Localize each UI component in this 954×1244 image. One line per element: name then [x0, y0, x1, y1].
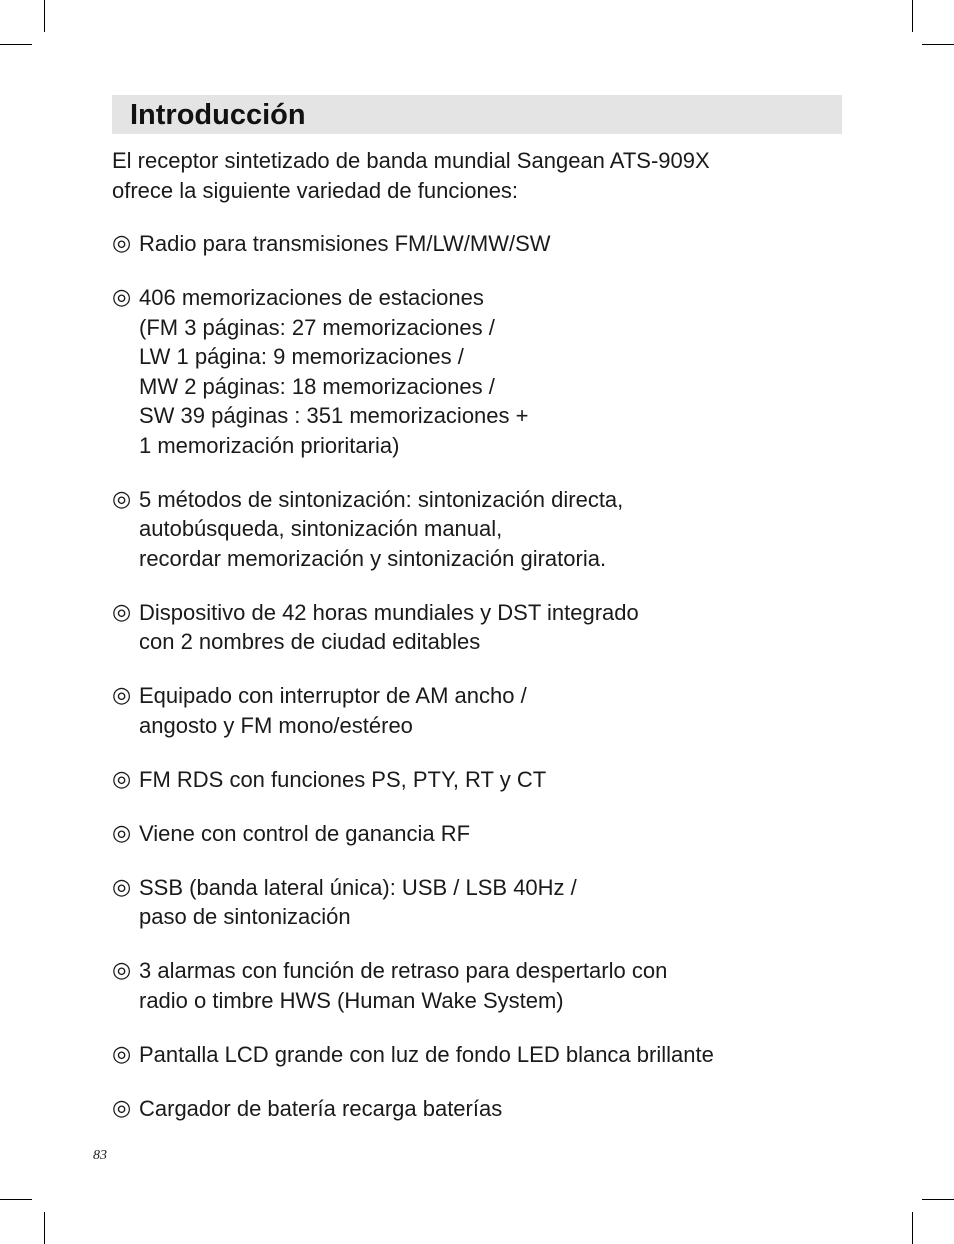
feature-line: LW 1 página: 9 memorizaciones / [139, 344, 464, 369]
feature-line: recordar memorización y sintonización giratoria. [139, 545, 607, 571]
feature-text [139, 681, 527, 740]
feature-line: MW 2 páginas: 18 memorizaciones / [139, 373, 495, 399]
feature-line: SW 39 páginas : 351 memorizaciones + [139, 403, 529, 428]
feature-line: Dispositivo de 42 horas mundiales y DST integrado [139, 599, 639, 625]
page-number: 83 [93, 1148, 107, 1163]
crop-mark [912, 0, 913, 32]
feature-line: Pantalla LCD grande con luz de fondo LED blanca brillante [139, 1041, 714, 1067]
crop-mark [0, 1199, 32, 1200]
crop-mark [922, 44, 954, 45]
feature-line: Equipado con interruptor de AM ancho / [139, 683, 527, 708]
feature-line: paso de sintonización [139, 904, 351, 929]
feature-line: 5 métodos de sintonización: sintonización directa, [139, 486, 624, 512]
bullet-circle-icon: ◎ [112, 1041, 132, 1067]
bullet-circle-icon: ◎ [112, 486, 132, 512]
section-heading-bar [112, 95, 842, 134]
feature-text [139, 598, 639, 657]
feature-text [139, 229, 551, 259]
feature-line: (FM 3 páginas: 27 memorizaciones / [139, 314, 495, 340]
crop-mark [912, 1212, 913, 1244]
feature-text [139, 283, 528, 460]
bullet-circle-icon: ◎ [112, 766, 132, 792]
feature-line: 1 memorización prioritaria) [139, 432, 400, 458]
feature-line: angosto y FM mono/estéreo [139, 712, 413, 738]
feature-text [139, 485, 623, 574]
crop-mark [922, 1199, 954, 1200]
feature-text [139, 765, 546, 795]
crop-mark [44, 0, 45, 32]
bullet-circle-icon: ◎ [112, 1095, 132, 1121]
bullet-circle-icon: ◎ [112, 874, 132, 900]
feature-line: con 2 nombres de ciudad editables [139, 629, 481, 654]
crop-mark [44, 1212, 45, 1244]
bullet-circle-icon: ◎ [112, 599, 132, 625]
feature-text [139, 1040, 714, 1070]
intro-paragraph [112, 146, 832, 205]
feature-line: radio o timbre HWS (Human Wake System) [139, 987, 564, 1013]
feature-line: FM RDS con funciones PS, PTY, RT y CT [139, 766, 547, 792]
bullet-circle-icon: ◎ [112, 958, 132, 983]
bullet-circle-icon: ◎ [112, 820, 132, 846]
feature-text [139, 873, 577, 932]
bullet-circle-icon: ◎ [112, 231, 132, 256]
feature-line: 406 memorizaciones de estaciones [139, 285, 484, 310]
feature-line: Cargador de batería recarga baterías [139, 1095, 503, 1121]
feature-line: autobúsqueda, sintonización manual, [139, 516, 503, 541]
feature-line: SSB (banda lateral única): USB / LSB 40Hz / [139, 874, 577, 900]
intro-line: El receptor sintetizado de banda mundial Sangean ATS-909X [112, 148, 710, 173]
feature-text [139, 956, 667, 1015]
bullet-circle-icon: ◎ [112, 285, 132, 310]
feature-text [139, 1094, 502, 1124]
intro-line: ofrece la siguiente variedad de funciones: [112, 177, 519, 203]
crop-mark [0, 44, 32, 45]
feature-text [139, 819, 470, 849]
feature-line: 3 alarmas con función de retraso para despertarlo con [139, 958, 668, 983]
section-heading: Introducción [130, 99, 306, 131]
feature-line: Viene con control de ganancia RF [139, 820, 471, 846]
bullet-circle-icon: ◎ [112, 683, 132, 708]
feature-line: Radio para transmisiones FM/LW/MW/SW [139, 231, 551, 256]
